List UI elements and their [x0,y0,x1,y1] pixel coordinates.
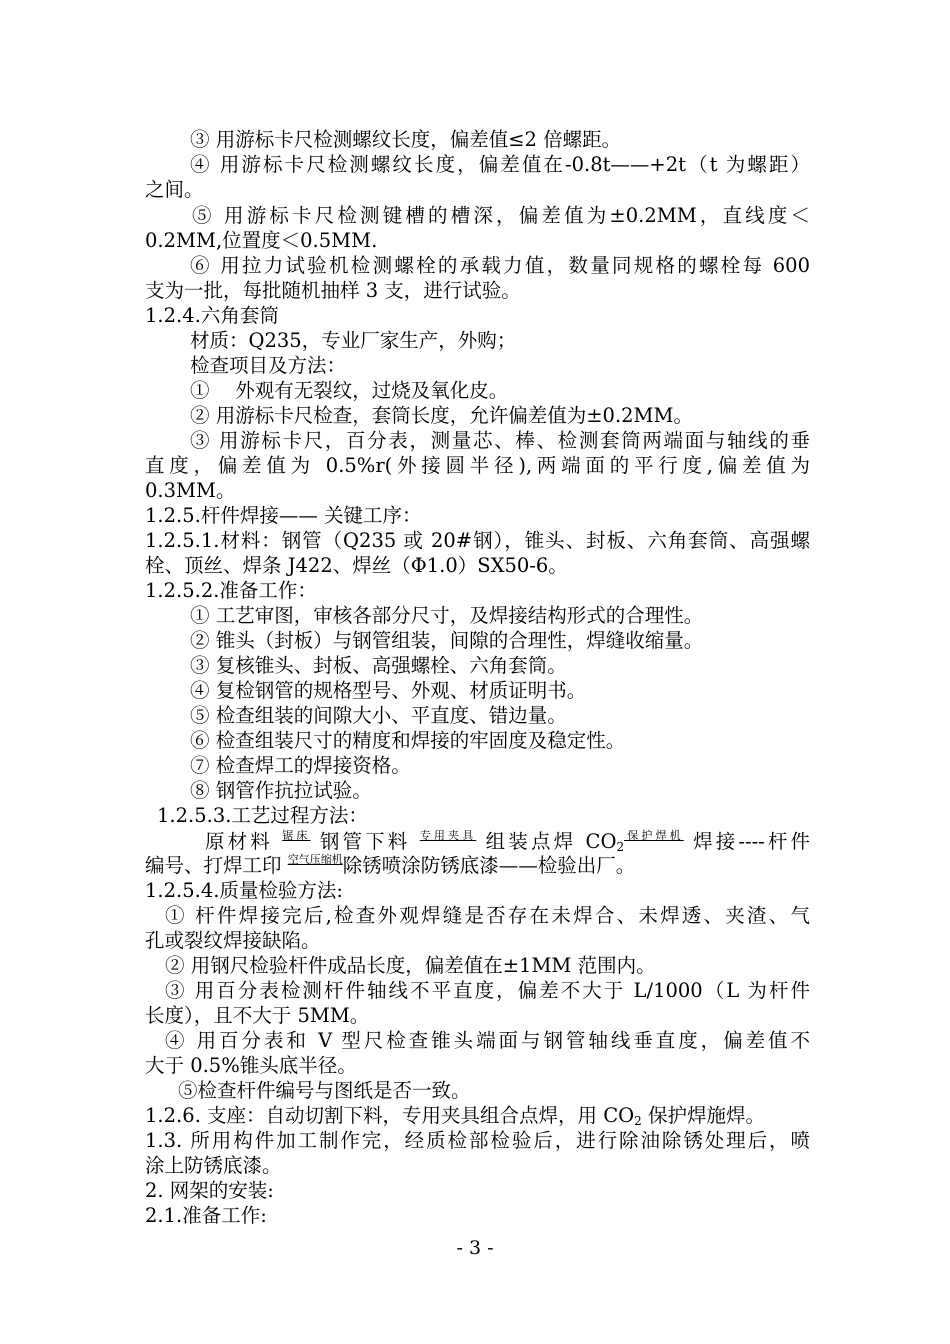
text-line: 1.3. 所用构件加工制作完，经质检部检验后，进行除油除锈处理后，喷 [145,1129,810,1152]
text-line: ⑤ 用游标卡尺检测键槽的槽深，偏差值为±0.2MM，直线度＜ [192,204,810,227]
text-line: 栓、顶丝、焊条 J422、焊丝（Φ1.0）SX50-6。 [145,554,568,577]
section-heading: 1.2.5.杆件焊接—— 关键工序： [145,504,422,527]
text-line: ③ 用游标卡尺，百分表，测量芯、棒、检测套筒两端面与轴线的垂 [190,429,810,452]
text-line: ⑤ 检查组装的间隙大小、平直度、错边量。 [190,704,567,727]
page-number: - 3 - [456,1237,494,1259]
text-line: ③ 复核锥头、封板、高强螺栓、六角套筒。 [190,654,567,677]
text-line: 大于 0.5%锥头底半径。 [145,1054,357,1077]
text-line: 0.2MM,位置度＜0.5MM. [145,229,378,252]
section-heading: 2.1.准备工作: [145,1204,267,1227]
process-step: 焊接----杆件 [693,830,811,853]
text-line: ① 杆件焊接完后,检查外观焊缝是否存在未焊合、未焊透、夹渣、气 [165,904,810,927]
text-line: 支为一批，每批随机抽样 3 支，进行试验。 [145,279,521,302]
text-line: 之间。 [145,178,204,201]
text-line [145,1103,810,1129]
section-heading: 1.2.5.2.准备工作： [145,579,317,602]
process-tool-label: 专用夹具 [419,829,477,842]
text-line: ⑤检查杆件编号与图纸是否一致。 [178,1079,471,1102]
section-heading: 1.2.4.六角套筒 [145,304,279,327]
process-step: 除锈喷涂防锈底漆——检验出厂。 [342,854,636,877]
text-line: ③ 用百分表检测杆件轴线不平直度，偏差不大于 L/1000（L 为杆件 [165,979,810,1002]
process-flow-line [145,853,810,879]
process-step: 编号、打焊工印 [145,854,282,877]
text-line: ⑦ 检查焊工的焊接资格。 [190,754,411,777]
text-line: ① 工艺审图，审核各部分尺寸，及焊接结构形式的合理性。 [190,604,704,627]
text-line: 长度），且不大于 5MM。 [145,1004,370,1027]
process-tool-label: 锯床 [282,829,311,842]
process-tool-label: 保护焊机 [624,829,684,842]
text-line: ② 用钢尺检验杆件成品长度，偏差值在±1MM 范围内。 [165,954,656,977]
section-heading: 1.2.5.4.质量检验方法: [145,879,343,902]
subscript: 2 [634,1114,642,1128]
text-line: ③ 用游标卡尺检测螺纹长度，偏差值≤2 倍螺距。 [190,128,622,151]
text-line: ④ 复检钢管的规格型号、外观、材质证明书。 [190,679,587,702]
text-line: ① 外观有无裂纹，过烧及氧化皮。 [190,379,509,402]
process-step: 钢管下料 [319,830,411,853]
text-line: ④ 用游标卡尺检测螺纹长度，偏差值在-0.8t——+2t（t 为螺距） [190,153,810,176]
text-line: ⑥ 用拉力试验机检测螺栓的承载力值，数量同规格的螺栓每 600 [190,254,810,277]
text-line: ② 用游标卡尺检查，套筒长度，允许偏差值为±0.2MM。 [190,404,693,427]
process-step: 组装点焊 CO [485,830,617,853]
section-heading: 2. 网架的安装: [145,1179,274,1202]
section-heading: 1.2.5.3.工艺过程方法： [157,804,368,827]
text-line: 检查项目及方法： [190,354,347,377]
text-line: 直度，偏差值为 0.5%r(外接圆半径),两端面的平行度,偏差值为 [145,454,810,477]
process-step: 原材料 [205,830,273,853]
text-line: 0.3MM。 [145,479,236,502]
subscript: 2 [616,840,625,854]
process-tool-label: 空气压缩机 [287,853,343,866]
process-flow-line [205,829,810,855]
text-line: 孔或裂纹焊接缺陷。 [145,929,321,952]
text-line: 1.2.5.1.材料：钢管（Q235 或 20#钢），锥头、封板、六角套筒、高强螺 [145,529,810,552]
text-line: ② 锥头（封板）与钢管组装，间隙的合理性，焊缝收缩量。 [190,629,704,652]
text-line: ⑧ 钢管作抗拉试验。 [190,779,372,802]
support-text: 1.2.6. 支座：自动切割下料，专用夹具组合点焊，用 CO [145,1104,635,1127]
text-line: ⑥ 检查组装尺寸的精度和焊接的牢固度及稳定性。 [190,729,626,752]
support-text: 保护焊施焊。 [641,1104,765,1127]
text-line: 涂上防锈底漆。 [145,1154,282,1177]
text-line: ④ 用百分表和 V 型尺检查锥头端面与钢管轴线垂直度，偏差值不 [165,1029,810,1052]
text-line: 材质：Q235，专业厂家生产，外购； [190,329,517,352]
